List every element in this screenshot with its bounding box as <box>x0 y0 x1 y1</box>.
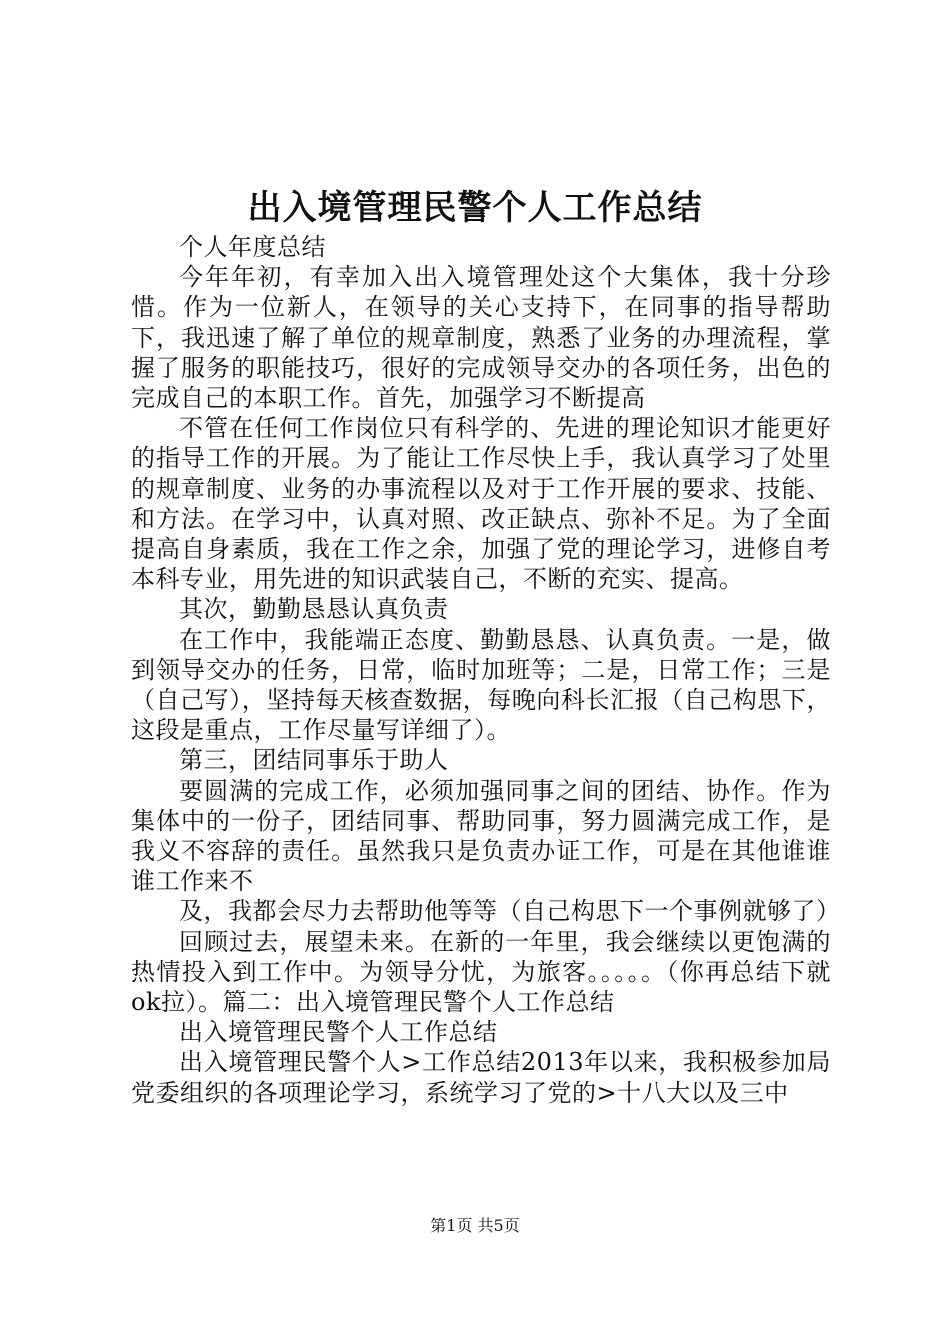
paragraph: 不管在任何工作岗位只有科学的、先进的理论知识才能更好的指导工作的开展。为了能让工作尽快上手，我认真学习了处里的规章制度、业务的办事流程以及对于工作开展的要求、技能、和方法。在学习中，认真对照、改正缺点、弥补不足。为了全面提高自身素质，我在工作之余，加强了党的理论学习，进修自考本科专业，用先进的知识武装自己，不断的充实、提高。 <box>131 414 831 594</box>
paragraph: 今年年初，有幸加入出入境管理处这个大集体，我十分珍惜。作为一位新人，在领导的关心支持下，在同事的指导帮助下，我迅速了解了单位的规章制度，熟悉了业务的办理流程，掌握了服务的职能技巧，很好的完成领导交办的各项任务，出色的完成自己的本职工作。首先，加强学习不断提高 <box>131 263 831 413</box>
paragraph: 出入境管理民警个人>工作总结2013年以来，我积极参加局党委组织的各项理论学习，系统学习了党的>十八大以及三中 <box>131 1048 831 1107</box>
paragraph: 在工作中，我能端正态度、勤勤恳恳、认真负责。一是，做到领导交办的任务，日常，临时加班等；二是，日常工作；三是（自己写），坚持每天核查数据，每晚向科长汇报（自己构思下，这段是重点，工作尽量写详细了）。 <box>131 625 831 745</box>
paragraph-heading: 出入境管理民警个人工作总结 <box>179 1018 498 1047</box>
document-title: 出入境管理民警个人工作总结 <box>247 188 703 228</box>
paragraph-heading: 第三，团结同事乐于助人 <box>179 746 449 775</box>
document-body <box>131 232 841 1108</box>
paragraph-heading: 其次，勤勤恳恳认真负责 <box>179 595 449 624</box>
paragraph: 回顾过去，展望未来。在新的一年里，我会继续以更饱满的热情投入到工作中。为领导分忧，为旅客。。。。。（你再总结下就ok拉）。篇二：出入境管理民警个人工作总结 <box>131 927 831 1017</box>
paragraph-subtitle: 个人年度总结 <box>179 233 326 261</box>
paragraph: 及，我都会尽力去帮助他等等（自己构思下一个事例就够了） <box>179 897 841 926</box>
page-footer: 第1页 共5页 <box>430 1216 520 1235</box>
paragraph: 要圆满的完成工作，必须加强同事之间的团结、协作。作为集体中的一份子，团结同事、帮助同事，努力圆满完成工作，是我义不容辞的责任。虽然我只是负责办证工作，可是在其他谁谁谁工作来不 <box>131 776 831 896</box>
